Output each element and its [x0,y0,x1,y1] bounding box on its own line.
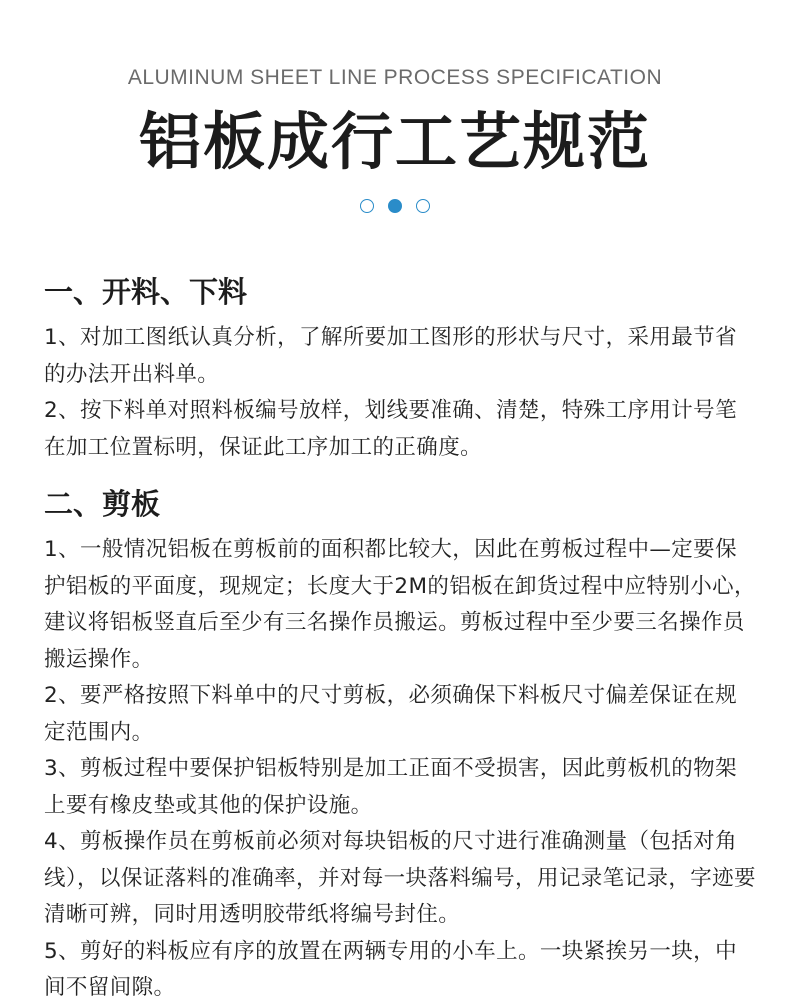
document-content [44,268,756,1007]
pager-dots [0,199,790,213]
paragraph: 2、要严格按照下料单中的尺寸剪板，必须确保下料板尺寸偏差保证在规定范围内。 [44,683,737,745]
pager-dot-3[interactable] [416,199,430,213]
section-shearing [44,480,756,1007]
section-heading: 一、开料、下料 [44,275,248,309]
paragraph: 1、对加工图纸认真分析，了解所要加工图形的形状与尺寸，采用最节省的办法开出料单。 [44,325,737,387]
section-heading: 二、剪板 [44,487,161,521]
page-title: 铝板成行工艺规范 [138,105,651,178]
subtitle: ALUMINUM SHEET LINE PROCESS SPECIFICATION [127,66,663,89]
paragraph: 1、一般情况铝板在剪板前的面积都比较大，因此在剪板过程中—定要保护铝板的平面度，现规定；长度大于2M的铝板在卸货过程中应特别小心，建议将铝板竖直后至少有三名操作员搬运。剪板过程中至少要三名操作员搬运操作。 [44,537,756,672]
section-cutting-material [44,268,756,466]
paragraph: 3、剪板过程中要保护铝板特别是加工正面不受损害，因此剪板机的物架上要有橡皮垫或其他的保护设施。 [44,756,737,818]
paragraph: 2、按下料单对照料板编号放样，划线要准确、清楚，特殊工序用计号笔在加工位置标明，保证此工序加工的正确度。 [44,398,737,460]
paragraph: 5、剪好的料板应有序的放置在两辆专用的小车上。一块紧挨另一块，中间不留间隙。 [44,938,737,1000]
paragraph: 4、剪板操作员在剪板前必须对每块铝板的尺寸进行准确测量（包括对角线），以保证落料的准确率，并对每一块落料编号，用记录笔记录，字迹要清晰可辨，同时用透明胶带纸将编号封住。 [44,829,756,927]
pager-dot-1[interactable] [360,199,374,213]
pager-dot-2[interactable] [388,199,402,213]
